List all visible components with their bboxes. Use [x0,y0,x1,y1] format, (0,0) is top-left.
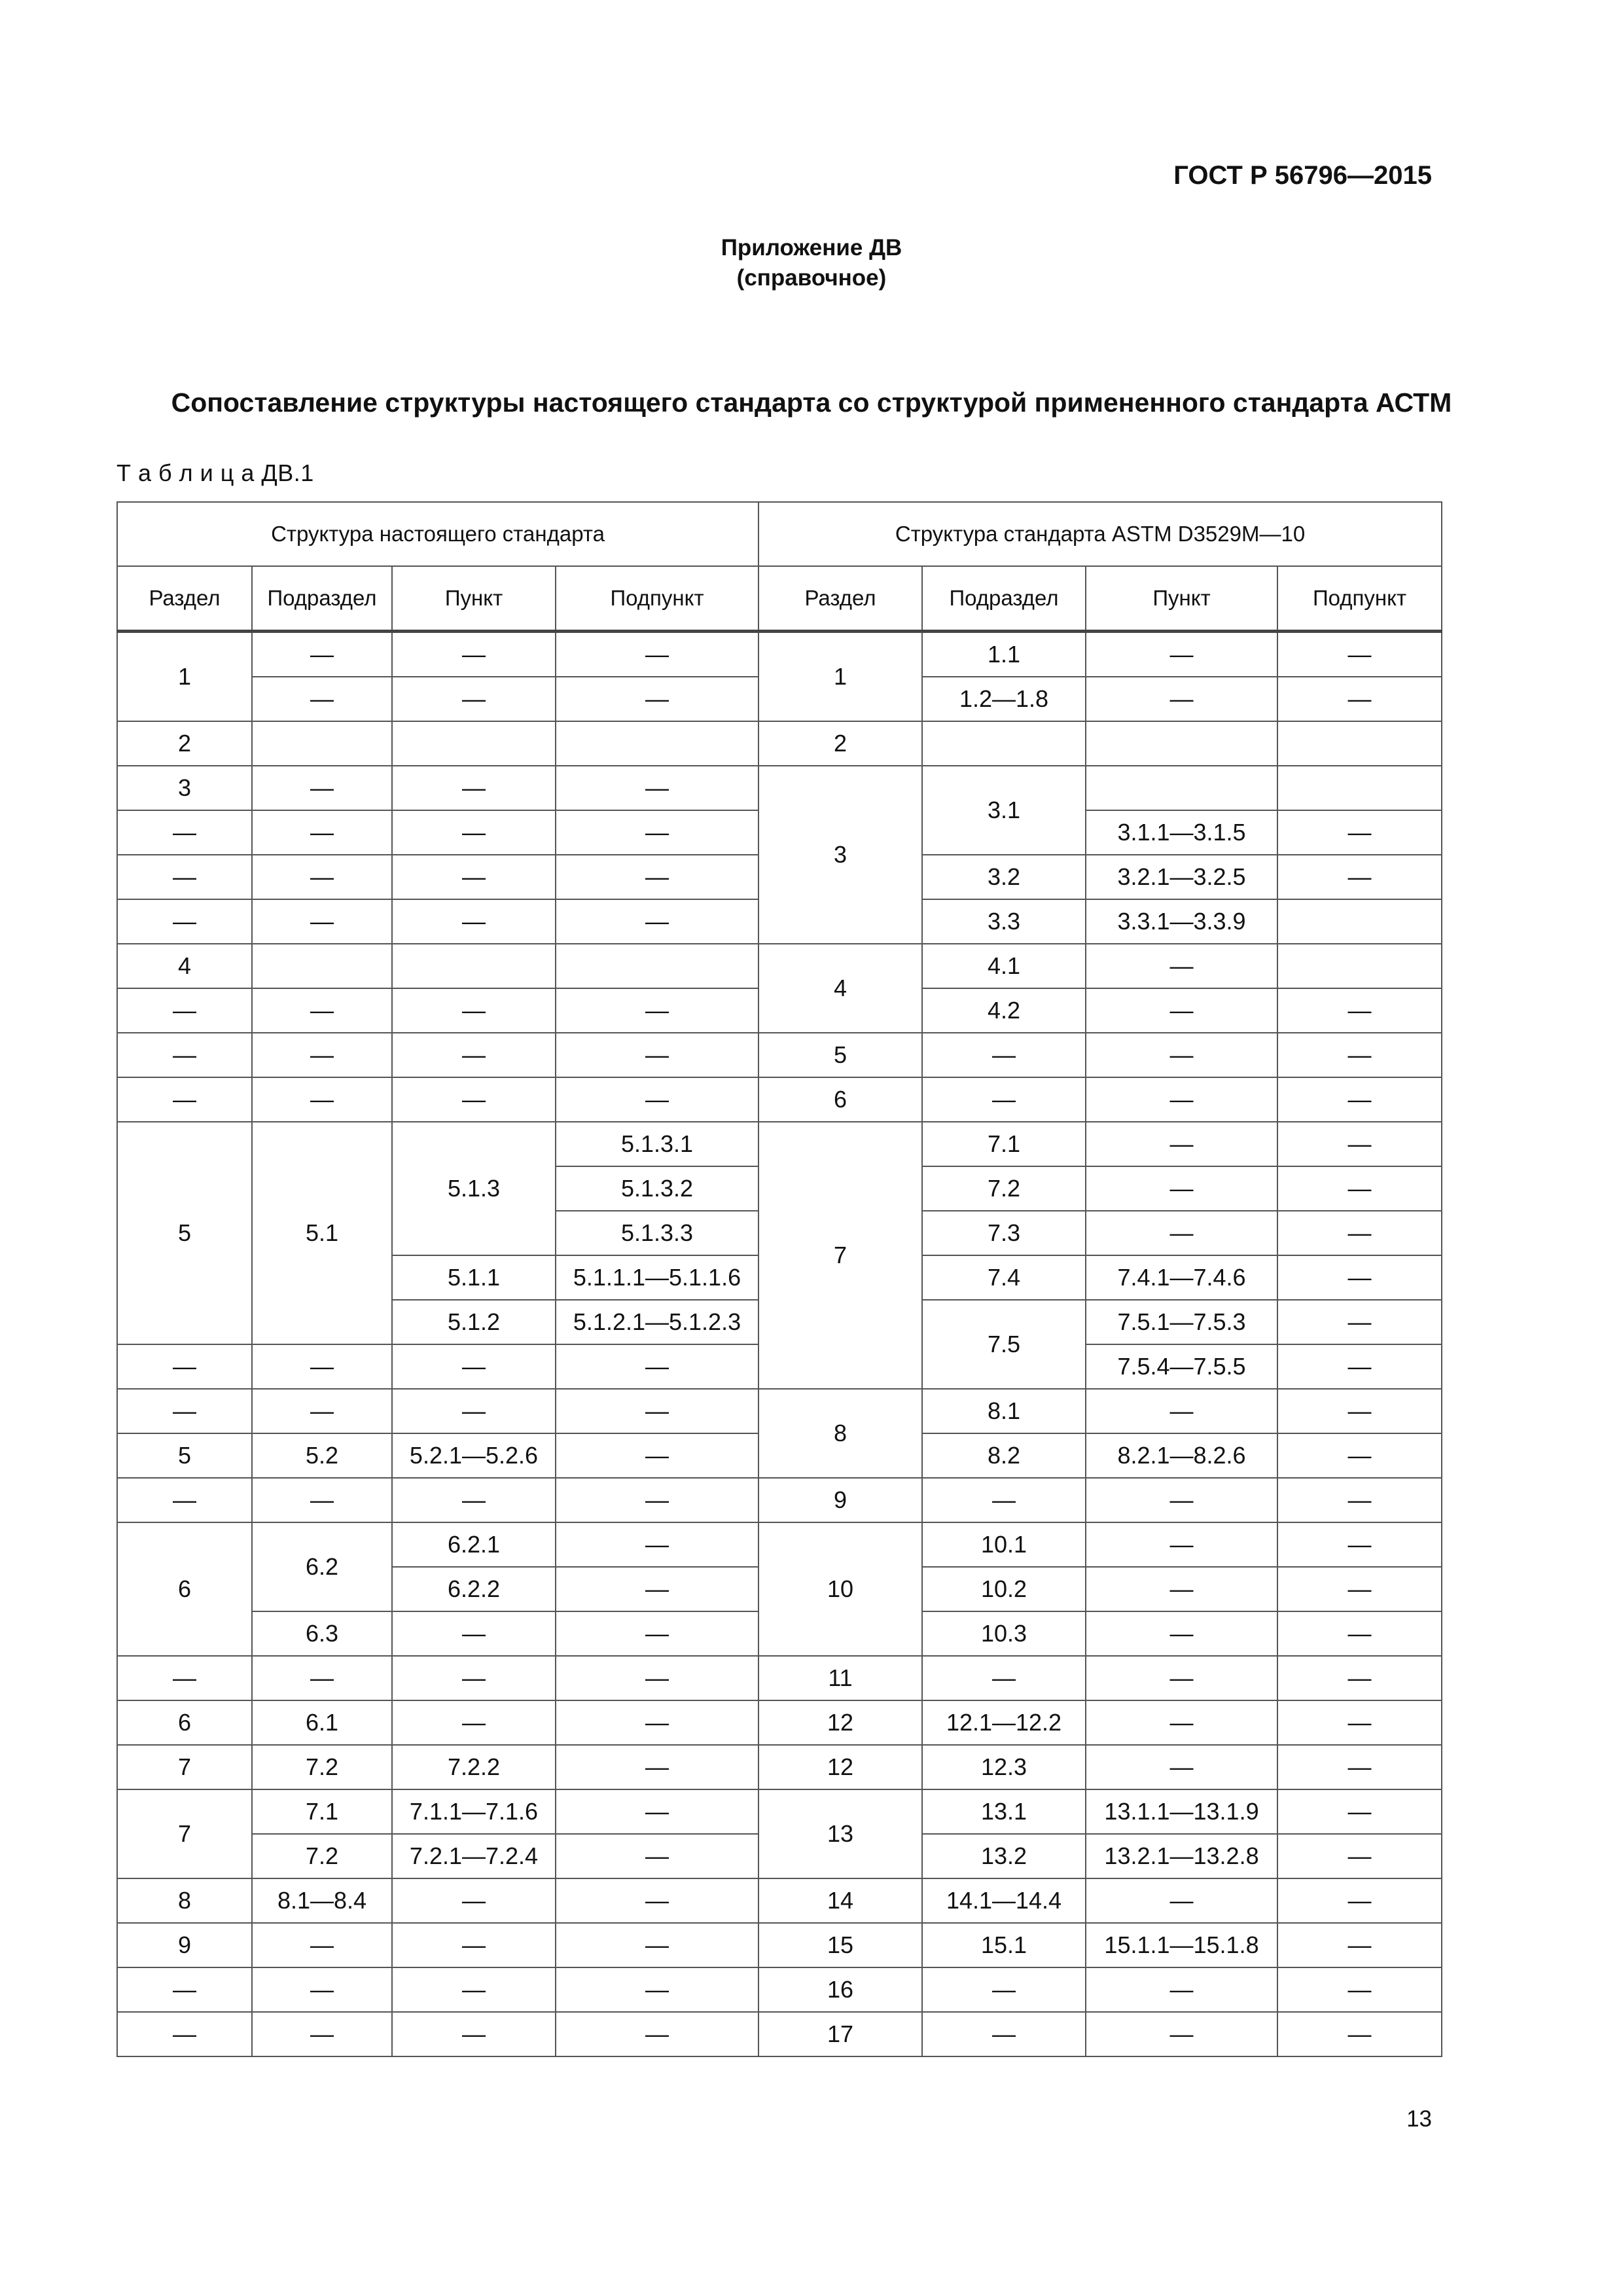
table-cell: 11 [758,1656,922,1700]
table-cell: — [392,1389,556,1433]
table-cell [556,721,758,766]
table-cell: 7.1.1—7.1.6 [392,1789,556,1834]
table-cell: — [1277,1522,1442,1567]
section-heading: Сопоставление структуры настоящего стандарта со структурой примененного стандарта АСТМ [171,387,1452,418]
table-cell: 2 [758,721,922,766]
table-cell: — [392,988,556,1033]
column-header-row [117,566,1442,632]
table-cell: — [117,1077,252,1122]
table-cell: — [1086,1166,1277,1211]
table-cell: — [252,855,392,899]
table-cell: — [392,1077,556,1122]
table-cell: — [1277,1656,1442,1700]
table-cell: 7.5.1—7.5.3 [1086,1300,1277,1344]
table-cell: — [117,1656,252,1700]
table-cell: — [1086,988,1277,1033]
table-cell: — [117,1478,252,1522]
table-cell: 5.2.1—5.2.6 [392,1433,556,1478]
table-cell: 13.2.1—13.2.8 [1086,1834,1277,1878]
table-cell: — [392,855,556,899]
table-cell: 3 [758,766,922,944]
table-cell: — [922,1967,1086,2012]
column-header: Подраздел [252,566,392,632]
table-cell [392,721,556,766]
table-cell: — [252,1077,392,1122]
table-cell: 13.1.1—13.1.9 [1086,1789,1277,1834]
table-cell: 5.1.2.1—5.1.2.3 [556,1300,758,1344]
table-cell: 7 [758,1122,922,1389]
table-caption: Т а б л и ц а ДВ.1 [116,459,314,486]
table-cell: 3.1 [922,766,1086,855]
table-cell: — [1277,988,1442,1033]
table-cell: — [117,2012,252,2056]
table-cell: — [556,632,758,677]
table-cell: 17 [758,2012,922,2056]
table-cell: 7 [117,1789,252,1878]
group-header-this-standard: Структура настоящего стандарта [117,502,758,566]
table-cell: — [556,1033,758,1077]
table-row [117,1878,1442,1923]
table-cell [1086,766,1277,810]
table-cell: — [556,1478,758,1522]
table-cell: — [556,2012,758,2056]
table-cell: — [252,677,392,721]
table-cell: — [117,899,252,944]
table-cell: — [392,2012,556,2056]
table-cell: — [252,1656,392,1700]
table-cell: 7.1 [922,1122,1086,1166]
table-cell: — [1277,1389,1442,1433]
table-row [117,944,1442,988]
table-cell: — [252,766,392,810]
table-cell: — [392,632,556,677]
table-cell: — [1277,1745,1442,1789]
table-cell: 13.1 [922,1789,1086,1834]
table-cell: 4.1 [922,944,1086,988]
table-cell: 6.2 [252,1522,392,1611]
table-cell: — [117,855,252,899]
table-cell: — [1277,2012,1442,2056]
table-cell: 3 [117,766,252,810]
table-cell: — [1086,632,1277,677]
table-row [117,766,1442,810]
table-cell: — [1086,1522,1277,1567]
table-cell: — [1277,1478,1442,1522]
table-cell: — [1277,1344,1442,1389]
table-cell: — [1086,1878,1277,1923]
table-cell: 7.4.1—7.4.6 [1086,1255,1277,1300]
table-cell: — [1277,1878,1442,1923]
table-cell: 8.1—8.4 [252,1878,392,1923]
table-cell: 9 [758,1478,922,1522]
table-cell: — [1277,632,1442,677]
table-cell: — [556,1433,758,1478]
table-cell: — [1086,1077,1277,1122]
table-cell: 5.1.3.1 [556,1122,758,1166]
table-cell: — [252,1033,392,1077]
table-cell: 13 [758,1789,922,1878]
table-cell [392,944,556,988]
table-cell: — [1277,1789,1442,1834]
table-cell: — [1277,1255,1442,1300]
table-cell: 16 [758,1967,922,2012]
table-cell: — [556,1700,758,1745]
table-cell: — [1086,1611,1277,1656]
table-row [117,1923,1442,1967]
annex-subtitle: (справочное) [736,265,887,291]
table-row [117,1478,1442,1522]
table-row [117,1033,1442,1077]
table-cell: 6.3 [252,1611,392,1656]
table-cell: — [392,1967,556,2012]
table-cell: 12.3 [922,1745,1086,1789]
table-row [117,1745,1442,1789]
table-cell: — [1277,1166,1442,1211]
table-cell [1277,944,1442,988]
table-cell: — [1277,810,1442,855]
table-cell [922,721,1086,766]
table-cell: 10.1 [922,1522,1086,1567]
table-cell: — [556,1656,758,1700]
table-cell: — [252,2012,392,2056]
table-cell: — [1277,1923,1442,1967]
table-row [117,1700,1442,1745]
table-cell: — [1277,1700,1442,1745]
table-cell: 7.2 [922,1166,1086,1211]
group-header-astm-standard: Структура стандарта ASTM D3529M—10 [758,502,1442,566]
table-cell: 7 [117,1745,252,1789]
table-cell: — [392,1923,556,1967]
table-cell: — [117,1389,252,1433]
table-cell [252,944,392,988]
table-cell: — [556,1878,758,1923]
table-cell: 5.1.2 [392,1300,556,1344]
table-cell: — [1086,1967,1277,2012]
table-cell: 14 [758,1878,922,1923]
table-cell: — [556,1834,758,1878]
table-cell: 6.2.1 [392,1522,556,1567]
table-cell: — [1086,1389,1277,1433]
table-cell: — [252,899,392,944]
table-cell: 4 [117,944,252,988]
table-cell: 15 [758,1923,922,1967]
table-cell: — [1086,2012,1277,2056]
table-cell [1086,721,1277,766]
table-cell: — [1277,1300,1442,1344]
column-header: Подраздел [922,566,1086,632]
table-cell: — [1277,1611,1442,1656]
table-cell: 1 [758,632,922,722]
table-row [117,1077,1442,1122]
table-cell: — [392,1878,556,1923]
table-cell: 7.2.1—7.2.4 [392,1834,556,1878]
table-cell: — [392,899,556,944]
table-cell: — [556,1967,758,2012]
table-cell: 2 [117,721,252,766]
table-cell: — [117,988,252,1033]
table-cell: 6 [758,1077,922,1122]
table-cell: — [392,810,556,855]
table-row [117,1122,1442,1166]
table-cell: 6 [117,1700,252,1745]
table-cell: 10.2 [922,1567,1086,1611]
table-cell: — [1277,1433,1442,1478]
table-cell: — [117,1967,252,2012]
table-cell: — [392,1033,556,1077]
table-cell: — [252,1967,392,2012]
table-row [117,1389,1442,1433]
table-cell: 7.4 [922,1255,1086,1300]
table-cell: — [117,1033,252,1077]
table-cell: 4.2 [922,988,1086,1033]
table-cell: — [1086,1567,1277,1611]
table-cell: 13.2 [922,1834,1086,1878]
table-cell: 5.1.1 [392,1255,556,1300]
table-cell: 5 [758,1033,922,1077]
table-cell: 10.3 [922,1611,1086,1656]
table-cell: 5.1.1.1—5.1.1.6 [556,1255,758,1300]
column-header: Подпункт [556,566,758,632]
annex-title: Приложение ДВ [721,235,902,260]
table-cell: — [1086,1700,1277,1745]
table-cell: — [556,677,758,721]
table-cell: — [252,1344,392,1389]
table-cell: — [1277,1122,1442,1166]
table-cell: 6.1 [252,1700,392,1745]
table-cell: — [922,1656,1086,1700]
column-header: Подпункт [1277,566,1442,632]
table-cell: — [1086,1122,1277,1166]
table-cell [1277,766,1442,810]
table-row [117,632,1442,677]
table-cell: 5.2 [252,1433,392,1478]
page-number: 13 [1406,2106,1432,2132]
table-cell: — [392,1611,556,1656]
table-cell: 12 [758,1700,922,1745]
table-cell: 15.1.1—15.1.8 [1086,1923,1277,1967]
table-cell: 4 [758,944,922,1033]
table-cell: 5.1.3.3 [556,1211,758,1255]
table-cell: — [1086,944,1277,988]
table-cell: — [117,810,252,855]
table-cell: — [1277,1077,1442,1122]
group-header-row [117,502,1442,566]
table-cell: 5 [117,1122,252,1344]
table-row [117,1967,1442,2012]
table-cell: 5.1.3.2 [556,1166,758,1211]
table-cell: — [252,988,392,1033]
table-cell: 7.5.4—7.5.5 [1086,1344,1277,1389]
table-cell: — [1086,1656,1277,1700]
table-cell: — [252,1478,392,1522]
table-cell: 3.2 [922,855,1086,899]
table-cell: — [556,899,758,944]
table-cell: — [1086,1211,1277,1255]
table-cell: 12.1—12.2 [922,1700,1086,1745]
table-cell: — [392,1344,556,1389]
table-cell: 3.3.1—3.3.9 [1086,899,1277,944]
table-cell: — [392,1700,556,1745]
table-cell: — [1086,1478,1277,1522]
table-cell: 5.1 [252,1122,392,1344]
column-header: Пункт [392,566,556,632]
table-cell: — [556,1389,758,1433]
table-cell: — [1277,1033,1442,1077]
comparison-table [116,501,1442,2057]
table-cell: — [922,1077,1086,1122]
column-header: Раздел [117,566,252,632]
table-cell: 10 [758,1522,922,1656]
table-cell [1277,899,1442,944]
table-cell: — [1086,1745,1277,1789]
table-cell: 8.2.1—8.2.6 [1086,1433,1277,1478]
table-cell: 1 [117,632,252,722]
table-cell: — [1277,1967,1442,2012]
table-cell: — [556,1344,758,1389]
table-cell: 15.1 [922,1923,1086,1967]
table-cell: 1.2—1.8 [922,677,1086,721]
table-cell: 14.1—14.4 [922,1878,1086,1923]
table-cell: — [922,1033,1086,1077]
table-row [117,721,1442,766]
table-cell: — [556,1611,758,1656]
table-cell: — [922,2012,1086,2056]
column-header: Пункт [1086,566,1277,632]
table-cell: — [392,677,556,721]
table-cell: — [1086,1033,1277,1077]
table-cell: — [922,1478,1086,1522]
column-header: Раздел [758,566,922,632]
table-cell: — [252,1389,392,1433]
document-code: ГОСТ Р 56796—2015 [1173,161,1432,190]
table-row [117,1656,1442,1700]
table-cell: — [252,632,392,677]
table-row [117,1789,1442,1834]
table-cell: — [1277,1211,1442,1255]
table-cell: 3.1.1—3.1.5 [1086,810,1277,855]
table-cell: 5.1.3 [392,1122,556,1255]
table-cell: — [392,766,556,810]
table-cell: — [252,1923,392,1967]
table-cell: — [556,1077,758,1122]
table-cell: 7.5 [922,1300,1086,1389]
table-body [117,632,1442,2057]
table-cell: 3.2.1—3.2.5 [1086,855,1277,899]
table-row [117,2012,1442,2056]
table-cell: 7.2.2 [392,1745,556,1789]
table-cell: 6 [117,1522,252,1656]
table-cell: 6.2.2 [392,1567,556,1611]
table-cell: — [556,1789,758,1834]
table-cell: 7.2 [252,1834,392,1878]
table-cell: 12 [758,1745,922,1789]
table-cell: — [1086,677,1277,721]
annex-block [0,233,1623,293]
table-cell: — [556,766,758,810]
table-cell: — [117,1344,252,1389]
table-cell: — [1277,1567,1442,1611]
table-cell: 7.1 [252,1789,392,1834]
table-cell: 7.2 [252,1745,392,1789]
table-cell: — [392,1478,556,1522]
table-cell: — [556,1522,758,1567]
table-cell: 8.2 [922,1433,1086,1478]
table-cell: 8.1 [922,1389,1086,1433]
table-cell: — [1277,1834,1442,1878]
table-cell: — [556,810,758,855]
table-cell: — [556,1745,758,1789]
table-cell: 7.3 [922,1211,1086,1255]
table-cell [556,944,758,988]
table-cell: — [556,1923,758,1967]
table-cell: 8 [117,1878,252,1923]
table-cell: 5 [117,1433,252,1478]
table-row [117,1522,1442,1567]
table-cell: — [556,1567,758,1611]
table-cell: — [1277,855,1442,899]
table-cell: 8 [758,1389,922,1478]
table-cell: — [392,1656,556,1700]
table-cell: 3.3 [922,899,1086,944]
table-cell [252,721,392,766]
table-cell: — [556,988,758,1033]
table-cell: — [1277,677,1442,721]
table-cell: — [252,810,392,855]
table-cell: 1.1 [922,632,1086,677]
table-cell [1277,721,1442,766]
table-cell: — [556,855,758,899]
table-cell: 9 [117,1923,252,1967]
